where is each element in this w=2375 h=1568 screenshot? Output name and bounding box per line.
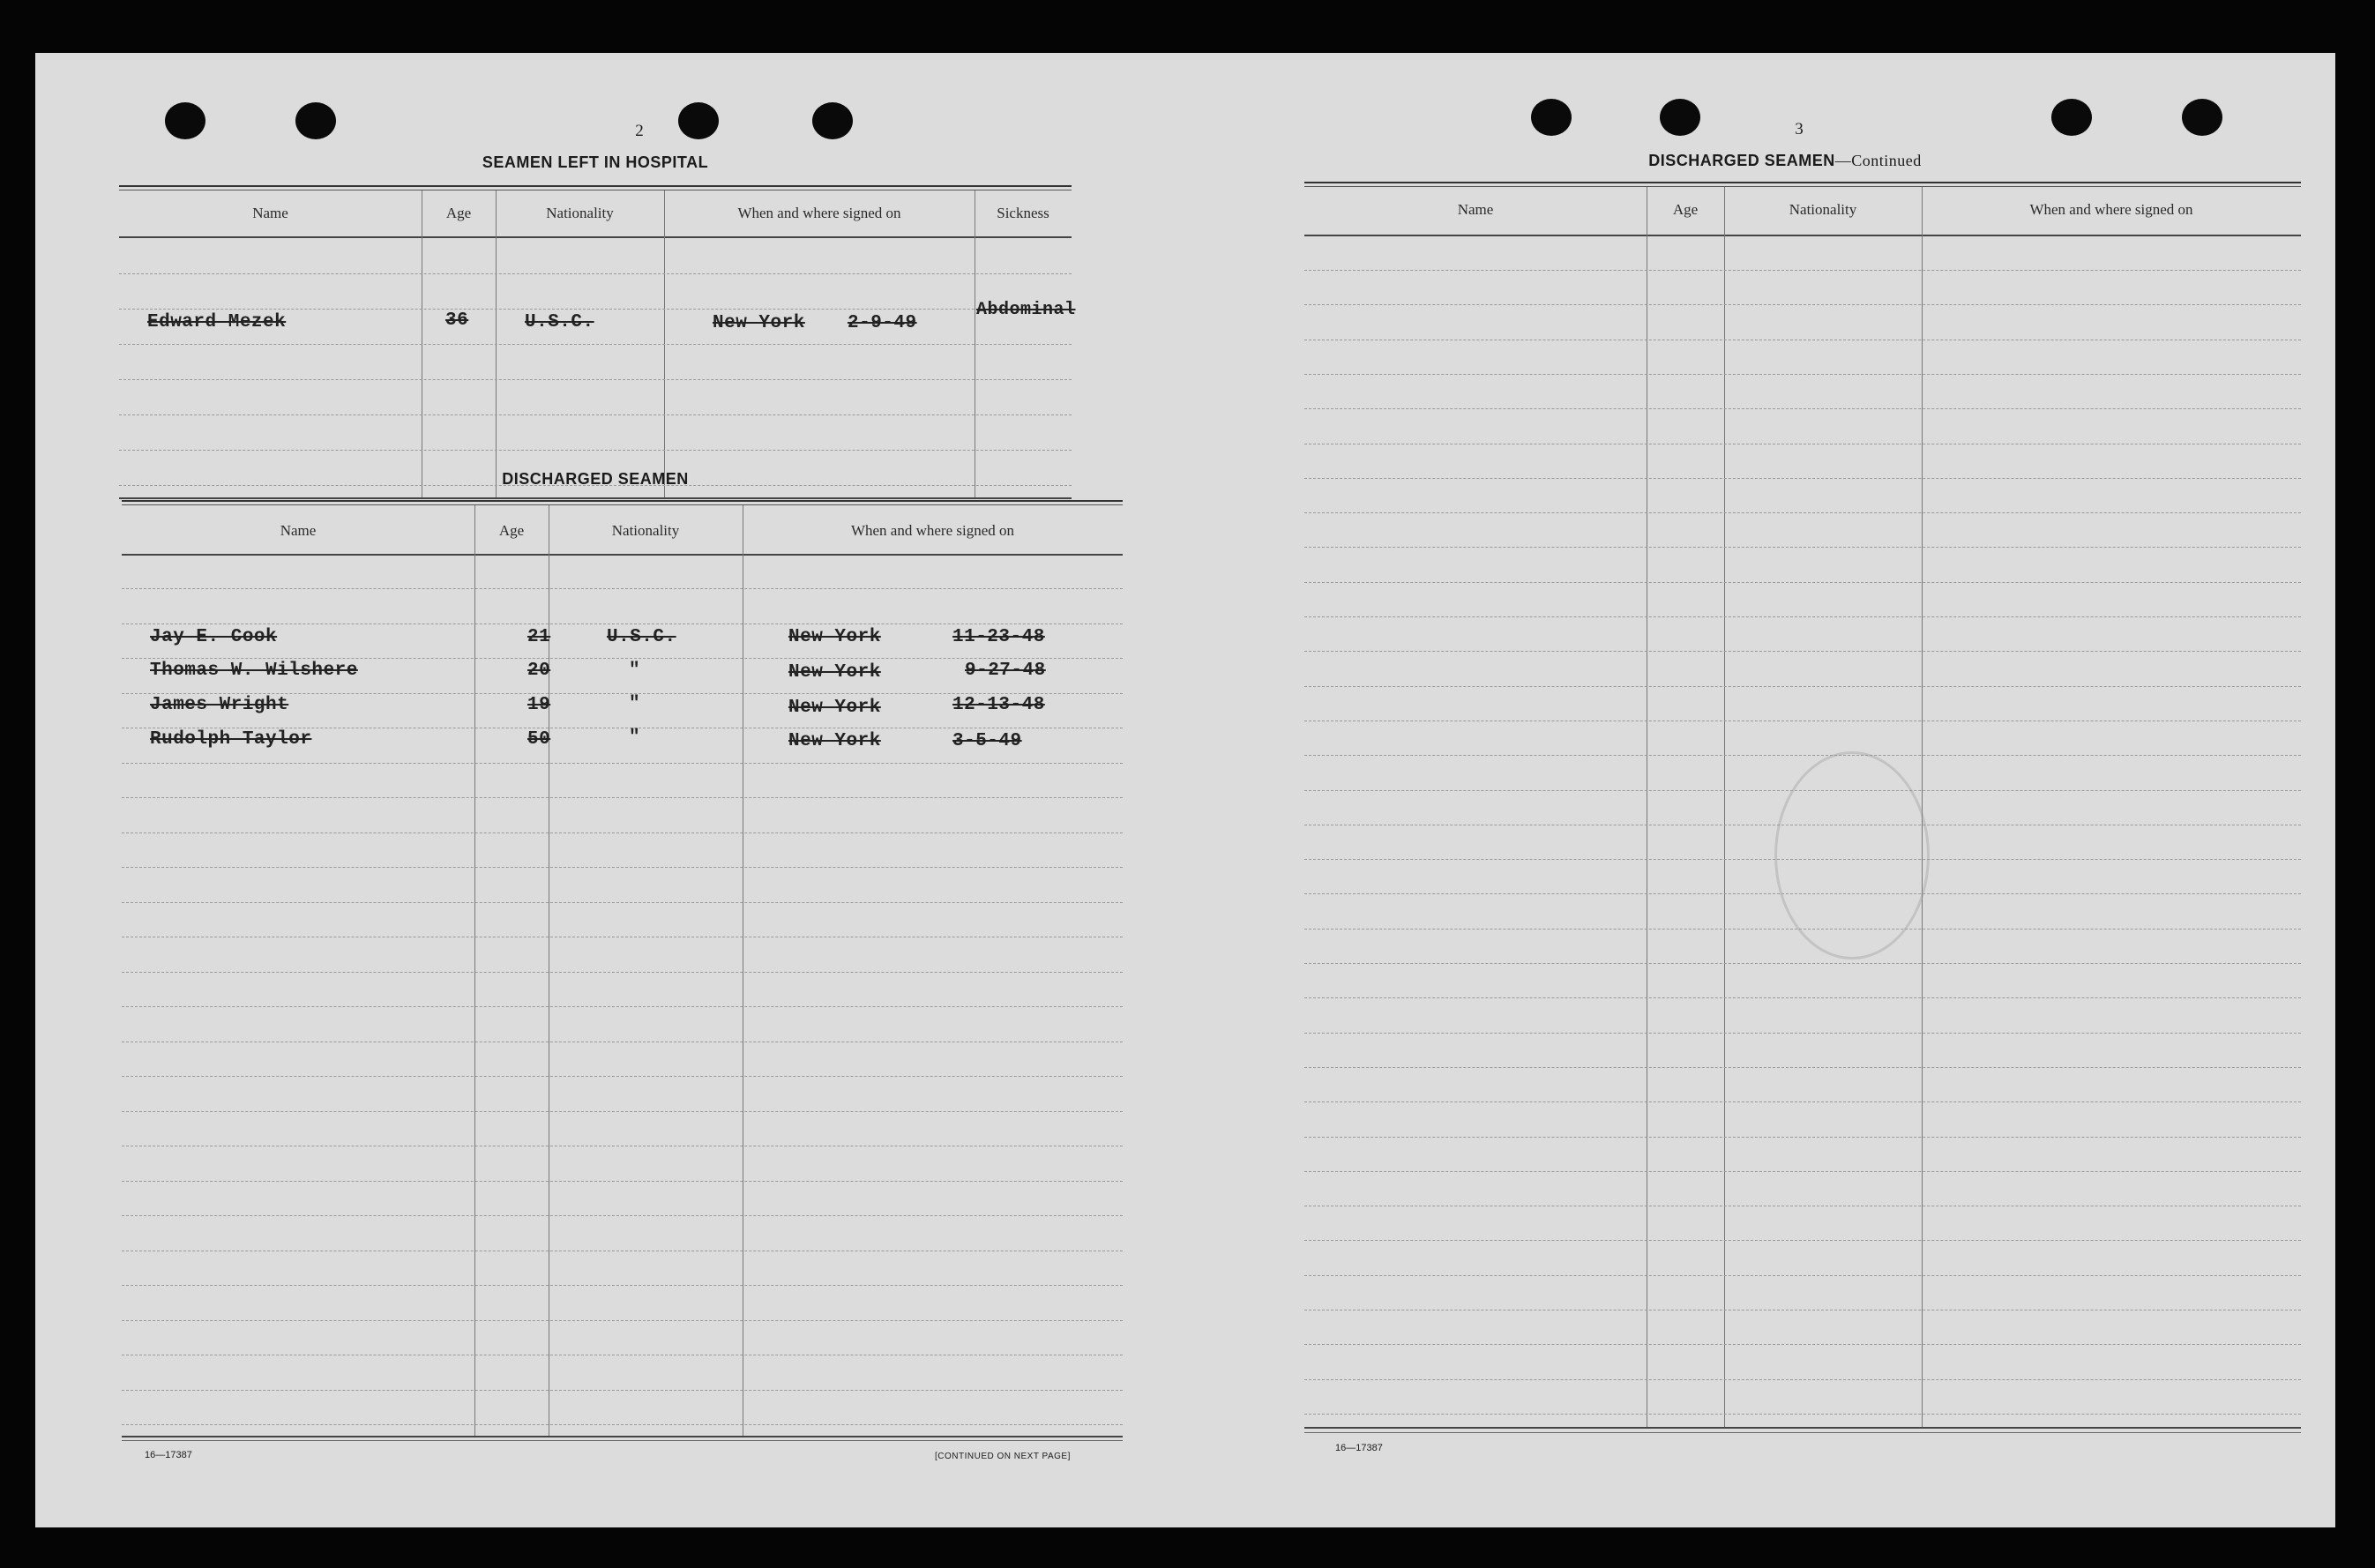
hospital-nationality-cell: U.S.C. [525,312,594,332]
punch-hole [2051,99,2092,136]
hospital-section-title: SEAMEN LEFT IN HOSPITAL [482,153,709,171]
discharged-date-cell: 3-5-49 [952,731,1022,751]
document-sheet [35,53,2335,1527]
discharged-nationality-cell: " [629,694,641,714]
ruled-line [1304,616,2301,617]
ruled-line [122,1285,1123,1286]
ruled-line [122,623,1123,624]
form-code: 16—17387 [1335,1443,1383,1453]
right-page [1185,53,2335,1527]
col-header-name: Name [280,522,317,539]
ruled-line [122,693,1123,694]
ruled-line [122,1320,1123,1321]
col-header-age: Age [445,205,472,221]
ruled-line [1304,651,2301,652]
discharged-place-cell: New York [788,731,881,751]
discharged-age-cell: 21 [527,627,551,647]
ruled-line [122,588,1123,589]
ruled-line [1304,1379,2301,1380]
col-header-signed-on: When and where signed on [737,205,901,221]
ruled-line [122,1111,1123,1112]
col-header-signed-on: When and where signed on [2029,201,2193,218]
hospital-age-cell: 36 [445,310,469,331]
discharged-name-cell: Jay E. Cook [150,627,278,647]
punch-hole [2182,99,2222,136]
hospital-date-cell: 2-9-49 [848,313,917,333]
ruled-line [1304,1240,2301,1241]
punch-hole [1531,99,1572,136]
discharged-date-cell: 9-27-48 [965,661,1046,681]
hospital-sickness-cell: Abdominal [976,300,1076,320]
ruled-line [122,902,1123,903]
ruled-line [1304,547,2301,548]
col-header-age: Age [498,522,525,539]
ruled-line [1304,1101,2301,1102]
page-number: 3 [1795,120,1804,138]
ruled-line [122,1424,1123,1425]
punch-hole [165,102,205,139]
col-header-nationality: Nationality [611,522,680,539]
ruled-line [122,1006,1123,1007]
hospital-name-cell: Edward Mezek [147,312,287,332]
ruled-line [1304,304,2301,305]
col-header-name: Name [1457,201,1494,218]
ruled-line [122,1181,1123,1182]
discharged-nationality-cell: U.S.C. [607,627,676,647]
discharged-name-cell: Rudolph Taylor [150,729,312,750]
title-main: DISCHARGED SEAMEN [1648,152,1835,169]
discharged-section-title: DISCHARGED SEAMEN [502,470,689,488]
ruled-line [122,658,1123,659]
ruled-line [1304,997,2301,998]
discharged-nationality-cell: " [629,661,641,681]
ruled-line [122,867,1123,868]
discharged-age-cell: 50 [527,729,551,750]
col-header-nationality: Nationality [1789,201,1857,218]
page-number: 2 [635,122,644,140]
col-header-sickness: Sickness [997,205,1049,221]
ruled-line [1304,512,2301,513]
ruled-line [1304,1275,2301,1276]
ruled-line [122,972,1123,973]
faded-stamp [1774,751,1930,959]
ruled-line [122,797,1123,798]
hospital-place-cell: New York [713,313,805,333]
discharged-age-cell: 19 [527,695,551,715]
ruled-line [1304,270,2301,271]
discharged-nationality-cell: " [629,728,641,748]
ruled-line [1304,1137,2301,1138]
col-header-age: Age [1672,201,1699,218]
discharged-name-cell: James Wright [150,695,289,715]
ruled-line [1304,374,2301,375]
ruled-line [1304,1033,2301,1034]
ruled-line [1304,963,2301,964]
punch-hole [295,102,336,139]
title-suffix: —Continued [1834,152,1922,169]
ruled-line [122,1076,1123,1077]
ruled-line [1304,1414,2301,1415]
punch-hole [812,102,853,139]
ruled-line [1304,1067,2301,1068]
left-page [35,53,1185,1527]
discharged-table [122,500,1123,1497]
ruled-line [122,1215,1123,1216]
ruled-line [1304,408,2301,409]
discharged-place-cell: New York [788,627,881,647]
discharged-date-cell: 12-13-48 [952,695,1045,715]
ruled-line [1304,686,2301,687]
discharged-place-cell: New York [788,698,881,718]
ruled-line [1304,582,2301,583]
ruled-line [1304,1171,2301,1172]
ruled-line [1304,755,2301,756]
form-code: 16—17387 [145,1450,192,1460]
col-header-signed-on: When and where signed on [850,522,1015,539]
col-header-name: Name [252,205,288,221]
hospital-table [119,185,1076,503]
continued-note: [CONTINUED ON NEXT PAGE] [935,1452,1071,1461]
ruled-line [1304,478,2301,479]
discharged-date-cell: 11-23-48 [952,627,1045,647]
ruled-line [122,763,1123,764]
discharged-continued-title [1304,152,2266,170]
ruled-line [122,1390,1123,1391]
col-header-nationality: Nationality [546,205,614,221]
punch-hole [678,102,719,139]
discharged-age-cell: 20 [527,661,551,681]
discharged-name-cell: Thomas W. Wilshere [150,661,358,681]
discharged-place-cell: New York [788,662,881,683]
ruled-line [1304,1344,2301,1345]
punch-hole [1660,99,1700,136]
